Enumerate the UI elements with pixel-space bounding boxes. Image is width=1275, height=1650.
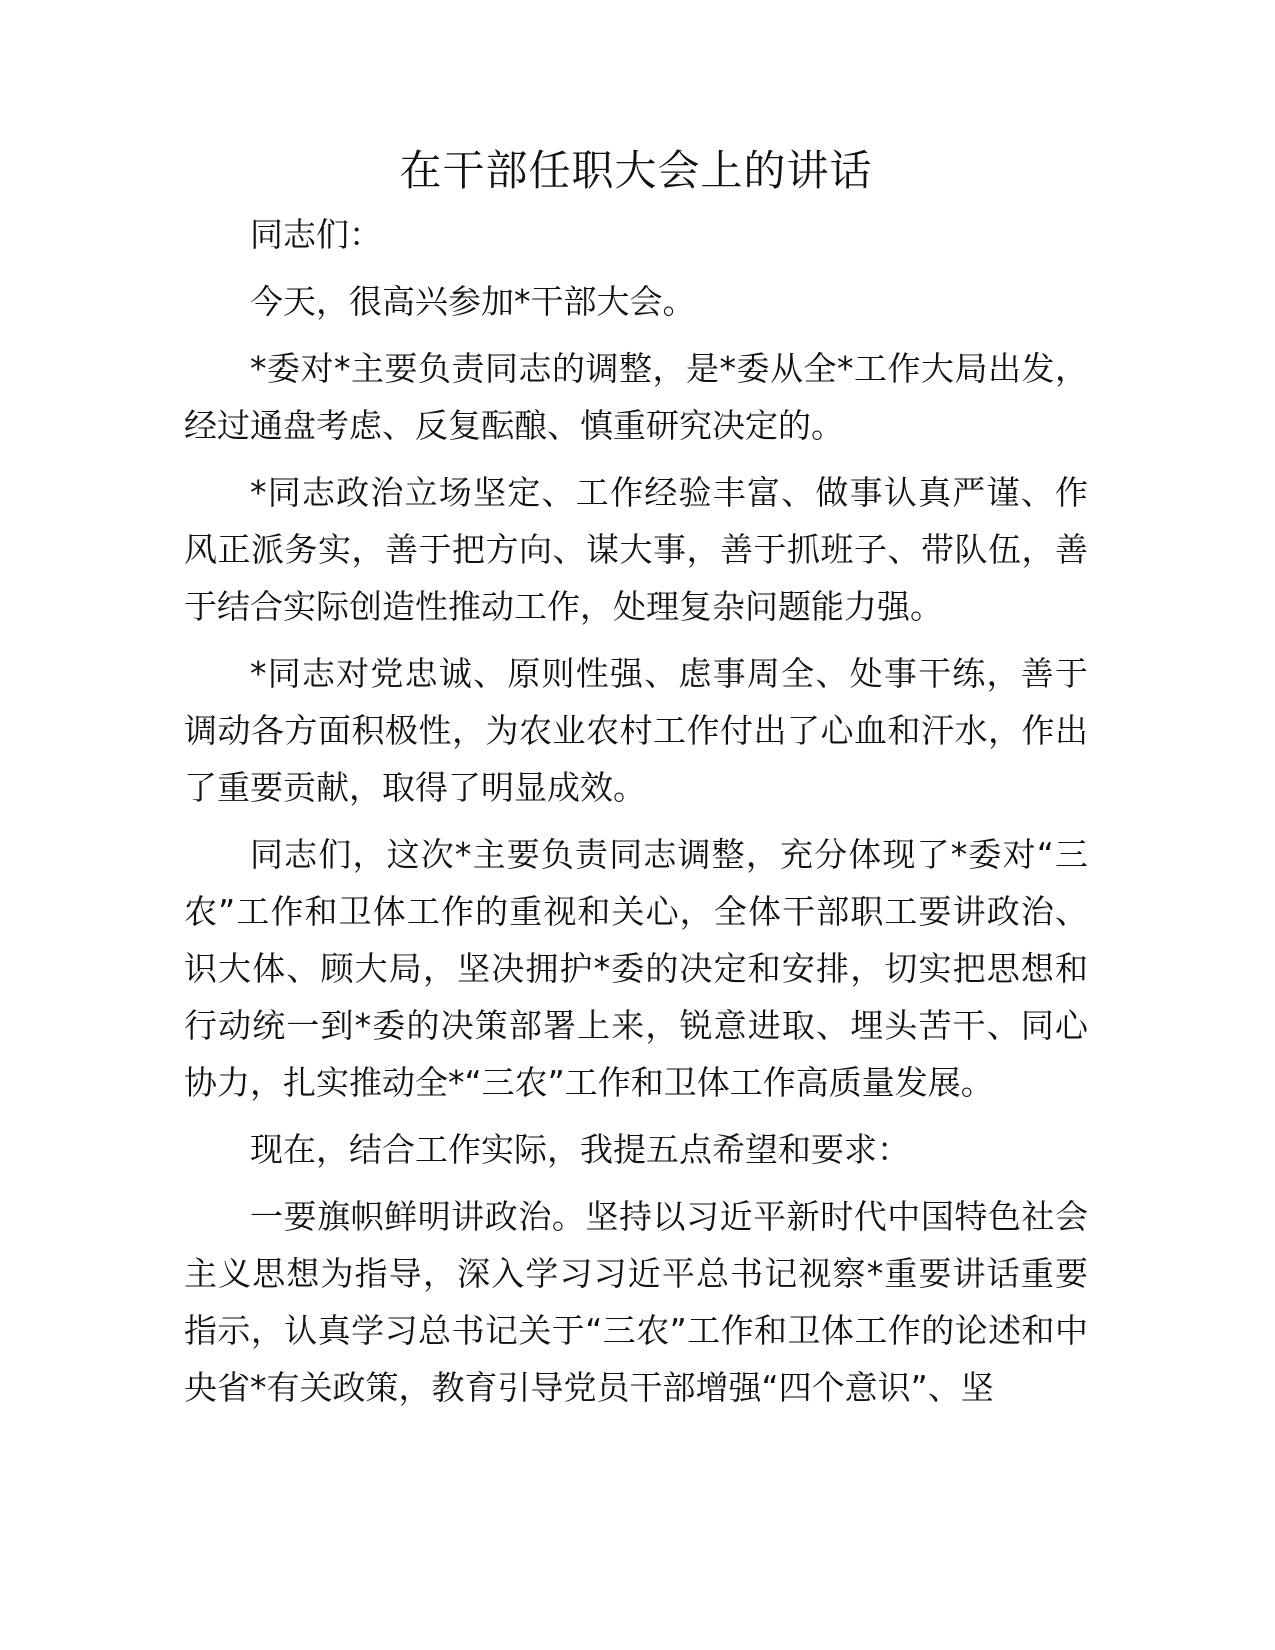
paragraph-opening: 今天，很高兴参加*干部大会。	[250, 282, 696, 321]
document-page	[184, 140, 1088, 1426]
paragraph-new-leader: *同志政治立场坚定、工作经验丰富、做事认真严谨、作风正派务实，善于把方向、谋大事，善于抓班子、带队伍，善于结合实际创造性推动工作，处理复杂问题能力强。	[184, 473, 1088, 626]
paragraph-significance: 同志们，这次*主要负责同志调整，充分体现了*委对“三农”工作和卫体工作的重视和关心，全体干部职工要讲政治、识大体、顾大局，坚决拥护*委的决定和安排，切实把思想和行动统一到*委的决策部署上来，锐意进取、埋头苦干、同心协力，扎实推动全*“三农”工作和卫体工作高质量发展。	[184, 835, 1088, 1102]
paragraph-salutation: 同志们：	[250, 215, 382, 254]
paragraph-requirement-one: 一要旗帜鲜明讲政治。坚持以习近平新时代中国特色社会主义思想为指导，深入学习习近平总书记视察*重要讲话重要指示，认真学习总书记关于“三农”工作和卫体工作的论述和中央省*有关政策，教育引导党员干部增强“四个意识”、坚	[184, 1197, 1088, 1407]
paragraph-adjustment: *委对*主要负责同志的调整，是*委从全*工作大局出发，经过通盘考虑、反复酝酿、慎重研究决定的。	[184, 349, 1088, 445]
document-title: 在干部任职大会上的讲话	[399, 146, 873, 195]
paragraph-requirements-intro: 现在，结合工作实际，我提五点希望和要求：	[250, 1130, 910, 1169]
paragraph-former-leader: *同志对党忠诚、原则性强、虑事周全、处事干练，善于调动各方面积极性，为农业农村工作付出了心血和汗水，作出了重要贡献，取得了明显成效。	[184, 654, 1088, 807]
